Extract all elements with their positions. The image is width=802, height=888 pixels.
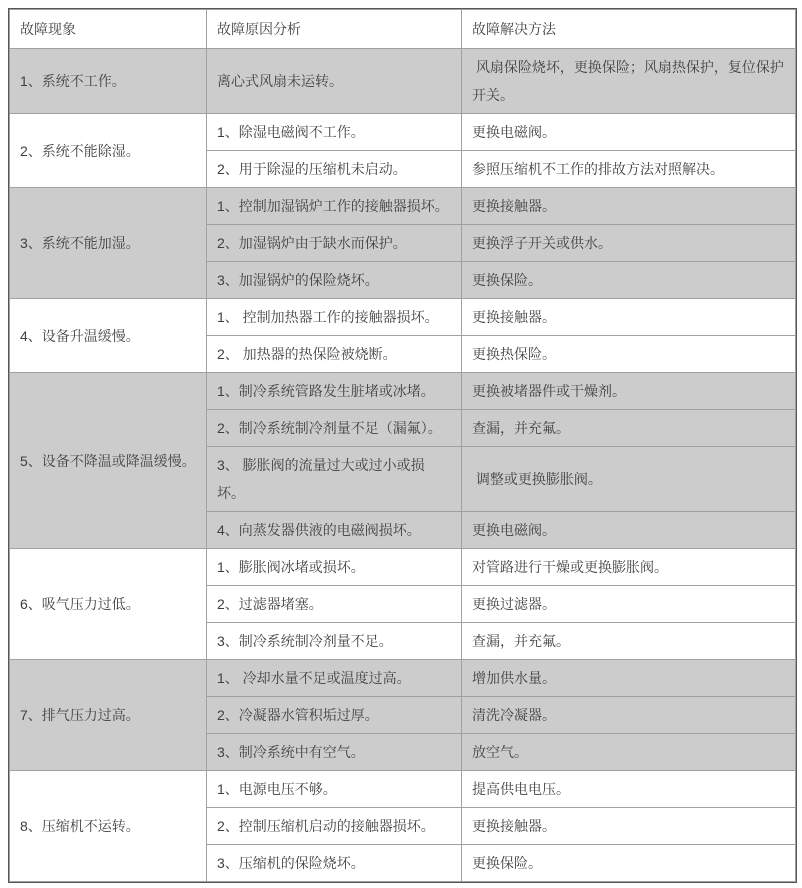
solution-cell: 查漏，并充氟。 [462,410,796,447]
solution-cell: 更换电磁阀。 [462,114,796,151]
table-row [10,373,796,410]
cause-cell: 3、制冷系统中有空气。 [207,734,462,771]
phenomenon-cell: 3、系统不能加湿。 [10,188,207,299]
cause-cell: 3、制冷系统制冷剂量不足。 [207,623,462,660]
cause-cell: 2、加湿锅炉由于缺水而保护。 [207,225,462,262]
table-body [10,49,796,882]
solution-cell: 参照压缩机不工作的排故方法对照解决。 [462,151,796,188]
solution-cell: 更换保险。 [462,845,796,882]
cause-cell: 1、 控制加热器工作的接触器损坏。 [207,299,462,336]
cause-cell: 2、用于除湿的压缩机未启动。 [207,151,462,188]
solution-cell: 查漏，并充氟。 [462,623,796,660]
cause-cell: 3、 膨胀阀的流量过大或过小或损坏。 [207,447,462,512]
solution-cell: 更换被堵器件或干燥剂。 [462,373,796,410]
column-header-cause: 故障原因分析 [207,10,462,49]
phenomenon-cell: 4、设备升温缓慢。 [10,299,207,373]
column-header-solution: 故障解决方法 [462,10,796,49]
cause-cell: 2、控制压缩机启动的接触器损坏。 [207,808,462,845]
cause-cell: 1、控制加湿锅炉工作的接触器损坏。 [207,188,462,225]
solution-cell: 更换接触器。 [462,808,796,845]
troubleshooting-table [9,9,796,882]
solution-cell: 更换电磁阀。 [462,512,796,549]
solution-cell: 清洗冷凝器。 [462,697,796,734]
solution-cell: 更换热保险。 [462,336,796,373]
cause-cell: 1、 冷却水量不足或温度过高。 [207,660,462,697]
phenomenon-cell: 6、吸气压力过低。 [10,549,207,660]
solution-cell: 风扇保险烧坏，更换保险；风扇热保护，复位保护开关。 [462,49,796,114]
table-row [10,660,796,697]
cause-cell: 2、冷凝器水管积垢过厚。 [207,697,462,734]
table-border-frame [8,8,797,883]
solution-cell: 放空气。 [462,734,796,771]
solution-cell: 调整或更换膨胀阀。 [462,447,796,512]
cause-cell: 2、制冷系统制冷剂量不足（漏氟）。 [207,410,462,447]
cause-cell: 1、制冷系统管路发生脏堵或冰堵。 [207,373,462,410]
solution-cell: 提高供电电压。 [462,771,796,808]
table-row [10,49,796,114]
cause-cell: 1、膨胀阀冰堵或损坏。 [207,549,462,586]
phenomenon-cell: 1、系统不工作。 [10,49,207,114]
phenomenon-cell: 2、系统不能除湿。 [10,114,207,188]
header-row [10,10,796,49]
cause-cell: 4、向蒸发器供液的电磁阀损坏。 [207,512,462,549]
solution-cell: 增加供水量。 [462,660,796,697]
cause-cell: 3、加湿锅炉的保险烧坏。 [207,262,462,299]
cause-cell: 1、除湿电磁阀不工作。 [207,114,462,151]
cause-cell: 2、 加热器的热保险被烧断。 [207,336,462,373]
table-row [10,188,796,225]
solution-cell: 更换浮子开关或供水。 [462,225,796,262]
phenomenon-cell: 5、设备不降温或降温缓慢。 [10,373,207,549]
table-row [10,771,796,808]
cause-cell: 2、过滤器堵塞。 [207,586,462,623]
cause-cell: 3、压缩机的保险烧坏。 [207,845,462,882]
solution-cell: 更换接触器。 [462,188,796,225]
table-row [10,549,796,586]
solution-cell: 更换保险。 [462,262,796,299]
solution-cell: 更换接触器。 [462,299,796,336]
column-header-phenomenon: 故障现象 [10,10,207,49]
table-header [10,10,796,49]
solution-cell: 更换过滤器。 [462,586,796,623]
table-row [10,299,796,336]
table-row [10,114,796,151]
solution-cell: 对管路进行干燥或更换膨胀阀。 [462,549,796,586]
cause-cell: 离心式风扇未运转。 [207,49,462,114]
cause-cell: 1、电源电压不够。 [207,771,462,808]
phenomenon-cell: 8、压缩机不运转。 [10,771,207,882]
phenomenon-cell: 7、排气压力过高。 [10,660,207,771]
